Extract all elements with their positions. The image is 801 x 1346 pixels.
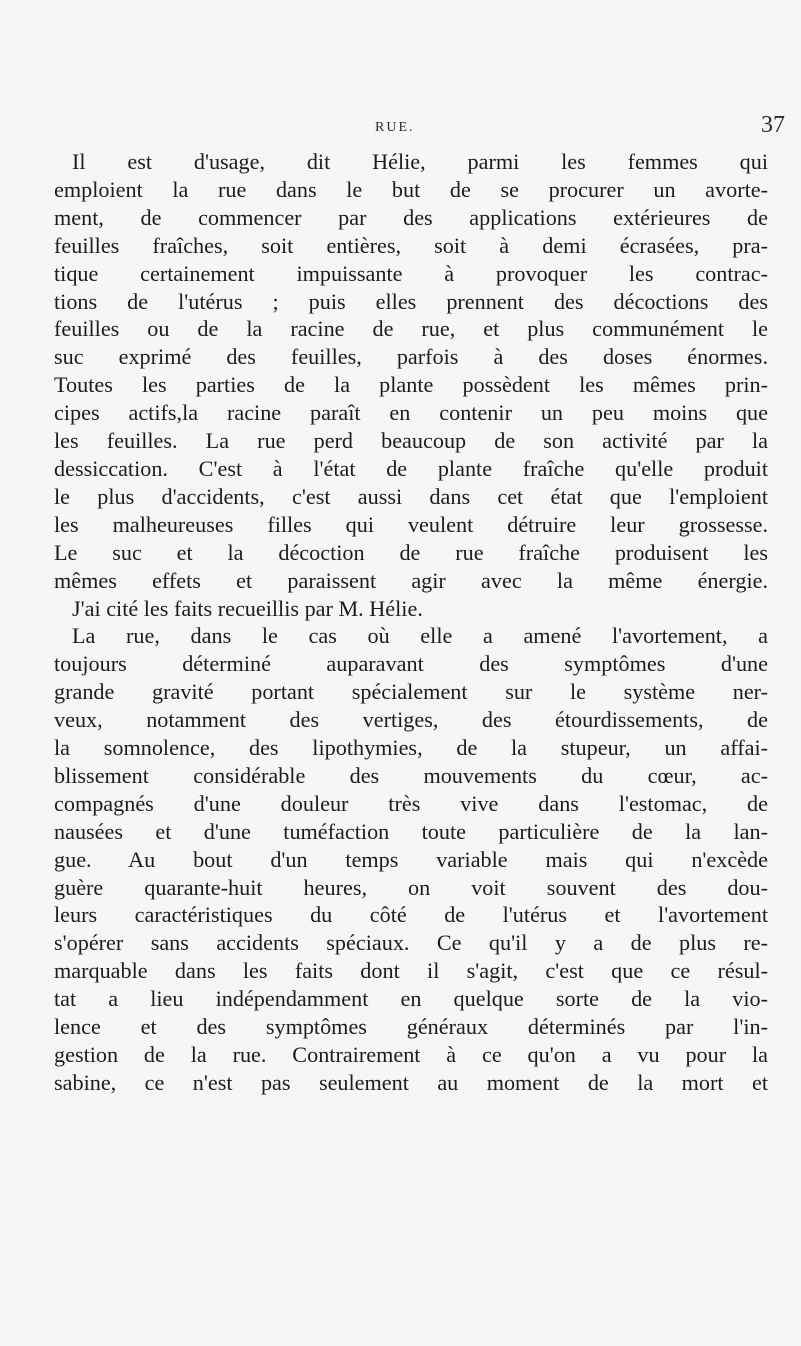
text-line: gue. Au bout d'un temps variable mais qui n'excède <box>54 846 768 872</box>
text-line: feuilles ou de la racine de rue, et plus communément le <box>54 316 768 342</box>
text-line: veux, notamment des vertiges, des étourdissements, de <box>54 707 768 733</box>
text-line: marquable dans les faits dont il s'agit, c'est que ce résul- <box>54 958 768 984</box>
text-line: le plus d'accidents, c'est aussi dans cet état que l'emploient <box>54 483 768 509</box>
text-line: guère quarante-huit heures, on voit souvent des dou- <box>54 874 768 900</box>
text-line: Il est d'usage, dit Hélie, parmi les femmes qui <box>72 149 768 174</box>
text-line: cipes actifs,la racine paraît en contenir un peu moins que <box>54 400 768 426</box>
text-line: tions de l'utérus ; puis elles prennent des décoctions des <box>54 288 768 314</box>
text-line: suc exprimé des feuilles, parfois à des doses énormes. <box>54 344 768 370</box>
text-line: la somnolence, des lipothymies, de la stupeur, un affai- <box>54 735 768 761</box>
text-line: compagnés d'une douleur très vive dans l'estomac, de <box>54 790 768 816</box>
text-line: les feuilles. La rue perd beaucoup de son activité par la <box>54 428 768 454</box>
text-line: feuilles fraîches, soit entières, soit à demi écrasées, pra- <box>54 232 768 258</box>
text-line: Le suc et la décoction de rue fraîche produisent les <box>54 539 768 565</box>
text-line: La rue, dans le cas où elle a amené l'avortement, a <box>72 623 768 649</box>
text-line: tat a lieu indépendamment en quelque sorte de la vio- <box>54 986 768 1012</box>
text-line: leurs caractéristiques du côté de l'utérus et l'avortement <box>54 902 768 928</box>
text-line: ment, de commencer par des applications extérieures de <box>54 204 768 230</box>
text-line: gestion de la rue. Contrairement à ce qu'on a vu pour la <box>54 1042 768 1067</box>
text-line: les malheureuses filles qui veulent détruire leur grossesse. <box>54 511 768 537</box>
text-line: mêmes effets et paraissent agir avec la même énergie. <box>54 567 768 593</box>
text-line: dessiccation. C'est à l'état de plante fraîche qu'elle produit <box>54 455 768 481</box>
running-title: RUE. <box>375 120 415 135</box>
page-number: 37 <box>761 112 785 138</box>
text-line: sabine, ce n'est pas seulement au moment de la mort et <box>54 1069 768 1095</box>
text-line: blissement considérable des mouvements du cœur, ac- <box>54 762 768 788</box>
text-line: grande gravité portant spécialement sur le système ner- <box>54 679 768 705</box>
text-line: emploient la rue dans le but de se procurer un avorte- <box>54 176 768 202</box>
body-text <box>54 148 768 1097</box>
text-line: J'ai cité les faits recueillis par M. Hélie. <box>72 595 423 621</box>
text-line: toujours déterminé auparavant des symptômes d'une <box>54 651 768 677</box>
text-line: tique certainement impuissante à provoquer les contrac- <box>54 260 768 286</box>
text-line: Toutes les parties de la plante possèdent les mêmes prin- <box>54 372 768 398</box>
text-line: lence et des symptômes généraux déterminés par l'in- <box>54 1014 768 1040</box>
text-line: s'opérer sans accidents spéciaux. Ce qu'il y a de plus re- <box>54 930 768 956</box>
text-line: nausées et d'une tuméfaction toute particulière de la lan- <box>54 818 768 844</box>
